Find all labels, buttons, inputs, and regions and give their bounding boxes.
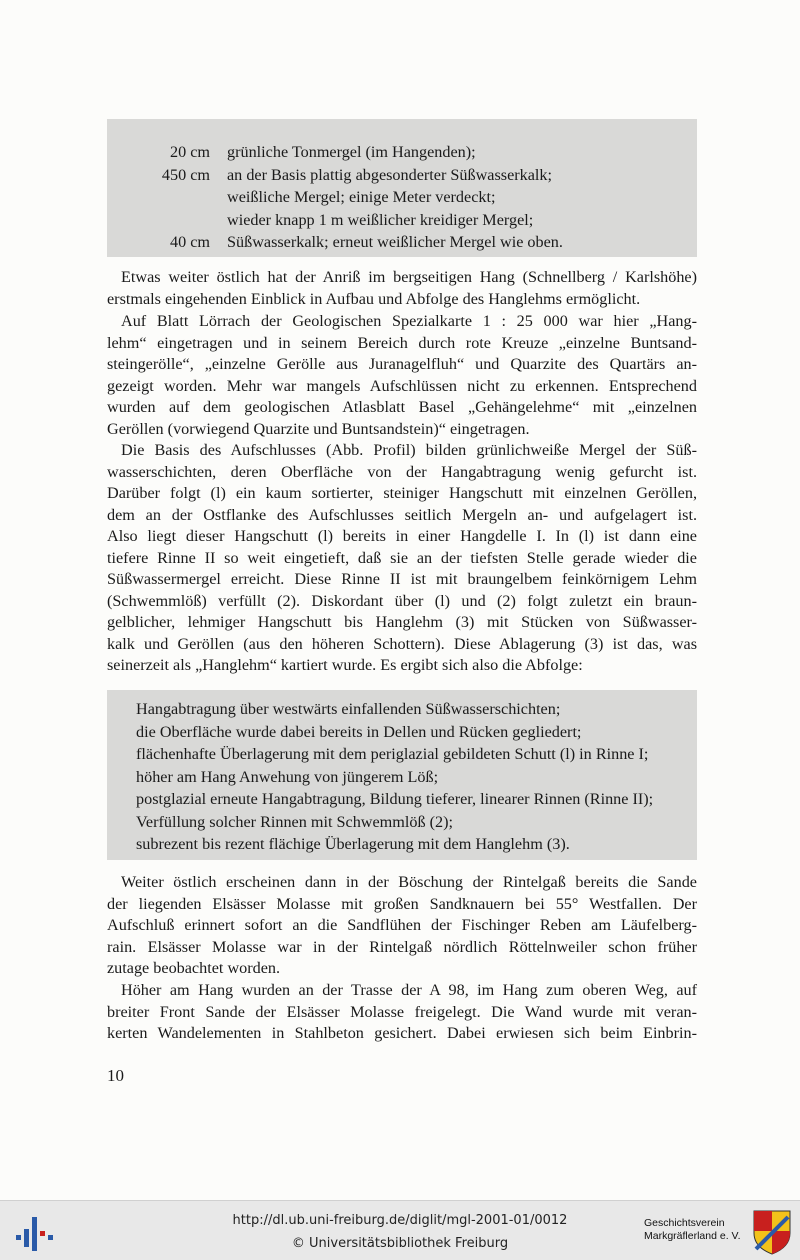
table-row [107, 231, 697, 254]
text-line: Auf Blatt Lörrach der Geologischen Spezialkarte 1 : 25 000 war hier „Hang- [121, 312, 697, 330]
sequence-line: Verfüllung solcher Rinnen mit Schwemmlöß (2); [136, 812, 453, 831]
text-line: dem an der Ostflanke des Aufschlusses seitlich Mergeln an- und aufgelagert ist. [107, 505, 697, 524]
publisher-line: Markgräflerland e. V. [644, 1230, 741, 1242]
text-line: erstmals eingehenden Einblick in Aufbau und Abfolge des Hanglehms ermöglicht. [107, 289, 641, 308]
sequence-line: flächenhafte Überlagerung mit dem periglazial gebildeten Schutt (l) in Rinne I; [136, 745, 649, 763]
text-line: seinerzeit als „Hanglehm“ kartiert wurde. Es ergibt sich also die Abfolge: [107, 656, 583, 674]
source-url-link[interactable]: http://dl.ub.uni-freiburg.de/diglit/mgl-2001-01/0012 [232, 1213, 568, 1228]
sequence-line: Hangabtragung über westwärts einfallenden Süßwasserschichten; [136, 700, 561, 718]
page-number: 10 [107, 1066, 124, 1085]
table-row [107, 164, 697, 187]
text-line: (Schwemmlöß) verfüllt (2). Diskordant über (l) und (2) folgt zuletzt ein braun- [107, 591, 697, 610]
text-line: zutage beobachtet worden. [107, 959, 281, 977]
copyright-notice: © Universitätsbibliothek Freiburg [291, 1236, 509, 1251]
text-line: rain. Elsässer Molasse war in der Rintelgaß nördlich Röttelnweiler schon früher [107, 937, 697, 956]
sequence-line: postglazial erneute Hangabtragung, Bildung tieferer, linearer Rinnen (Rinne II); [136, 790, 654, 808]
description-cell: Süßwasserkalk; erneut weißlicher Mergel wie oben. [227, 233, 563, 251]
sequence-line: subrezent bis rezent flächige Überlagerung mit dem Hanglehm (3). [136, 835, 570, 853]
depth-cell: 20 cm [169, 143, 210, 161]
sequence-line: die Oberfläche wurde dabei bereits in Dellen und Rücken gegliedert; [136, 722, 582, 741]
text-line: wurden auf dem geologischen Atlasblatt Basel „Gehängelehme“ mit „einzelnen [107, 398, 697, 416]
footer-bar [0, 1200, 800, 1260]
text-line: Darüber folgt (l) ein kaum sortierter, steiniger Hangschutt mit einzelnen Geröllen, [107, 484, 697, 502]
paragraph [107, 440, 697, 677]
text-line: gezeigt worden. Mehr war mangels Aufschlüssen nicht zu erkennen. Entsprechend [107, 376, 697, 395]
description-cell: weißliche Mergel; einige Meter verdeckt; [227, 188, 496, 206]
paragraph [107, 311, 697, 440]
publisher-line: Geschichtsverein [644, 1217, 725, 1229]
text-line: kerten Wandelementen in Stahlbeton gesichert. Dabei erwiesen sich beim Einbrin- [107, 1024, 697, 1042]
ub-freiburg-bars-icon [14, 1213, 54, 1253]
text-line: lehm“ eingetragen und in seinem Bereich durch rote Kreuze „einzelne Buntsand- [107, 333, 697, 352]
description-cell: an der Basis plattig abgesonderter Süßwasserkalk; [227, 165, 553, 184]
text-line: wasserschichten, deren Oberfläche von der Hangabtragung wenig gefurcht ist. [107, 462, 697, 481]
text-line: gelblicher, lehmiger Hangschutt bis Hanglehm (3) mit Stücken von Süßwasser- [107, 613, 697, 631]
text-line: Also liegt dieser Hangschutt (l) bereits in einer Hangdelle I. In (l) ist dann eine [107, 527, 697, 545]
markgraeflerland-crest-icon [752, 1209, 792, 1255]
paragraph [107, 980, 697, 1045]
text-line: breiter Front Sande der Elsässer Molasse freigelegt. Die Wand wurde mit veran- [107, 1002, 697, 1021]
text-line: Die Basis des Aufschlusses (Abb. Profil) bilden grünlichweiße Mergel der Süß- [121, 441, 697, 459]
sequence-box [107, 690, 697, 860]
table-row [107, 141, 697, 164]
depth-cell: 450 cm [161, 165, 210, 184]
text-line: Etwas weiter östlich hat der Anriß im bergseitigen Hang (Schnellberg / Karlshöhe) [121, 268, 697, 286]
stratigraphy-table [107, 119, 697, 257]
text-line: Aufschluß erinnert sofort an die Sandflühen der Fischinger Reben am Läufelberg- [107, 916, 697, 934]
text-line: steingerölle“, „einzelne Gerölle aus Juranagelfluh“ und Quarzite des Quartärs an- [107, 355, 697, 373]
description-cell: grünliche Tonmergel (im Hangenden); [227, 143, 476, 161]
sequence-line: höher am Hang Anwehung von jüngerem Löß; [136, 767, 439, 786]
text-line: Süßwassermergel erreicht. Diese Rinne II ist mit braungelbem feinkörnigem Lehm [107, 570, 697, 588]
text-line: der liegenden Elsässer Molasse mit großen Sandknauern bei 55° Westfallen. Der [107, 894, 697, 913]
depth-cell: 40 cm [169, 233, 210, 251]
publisher-name [644, 1217, 754, 1243]
paragraph [107, 267, 697, 310]
paragraph [107, 872, 697, 980]
table-row [107, 186, 697, 209]
text-line: Weiter östlich erscheinen dann in der Böschung der Rintelgaß bereits die Sande [121, 873, 697, 891]
table-row [107, 209, 697, 232]
description-cell: wieder knapp 1 m weißlicher kreidiger Mergel; [227, 210, 534, 229]
text-line: Geröllen (vorwiegend Quarzite und Buntsandstein)“ eingetragen. [107, 419, 530, 438]
text-line: kalk und Geröllen (aus den höheren Schottern). Diese Ablagerung (3) ist das, was [107, 634, 697, 653]
text-line: tiefere Rinne II so weit eingetieft, daß sie an der tiefsten Stelle gerade wieder die [107, 548, 697, 567]
text-line: Höher am Hang wurden an der Trasse der A 98, im Hang zum oberen Weg, auf [121, 981, 697, 999]
